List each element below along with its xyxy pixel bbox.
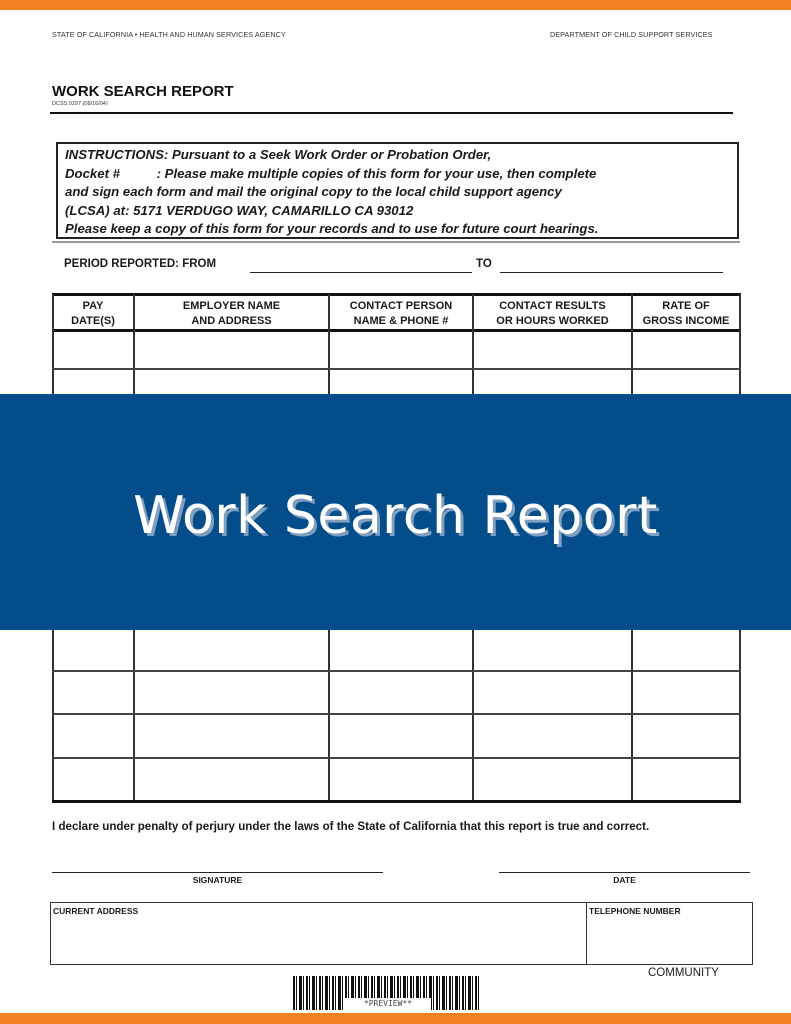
banner-title: Work Search Report xyxy=(133,486,658,546)
cell-contact-person[interactable] xyxy=(330,370,472,394)
cell-employer[interactable] xyxy=(135,370,328,394)
title-divider xyxy=(50,112,733,114)
barcode-icon xyxy=(293,976,481,1010)
cell-contact-person[interactable] xyxy=(330,715,472,757)
instructions-line: (LCSA) at: 5171 VERDUGO WAY, CAMARILLO CA 93012 xyxy=(65,202,414,218)
instructions-line: and sign each form and mail the original copy to the local child support agency xyxy=(65,184,562,200)
instructions-line: Please keep a copy of this form for your records and to use for future court hearings. xyxy=(65,221,599,237)
header-line: CONTACT RESULTS xyxy=(499,300,606,312)
cell-gross-income[interactable] xyxy=(633,715,739,757)
header-line: CONTACT PERSON xyxy=(349,300,453,312)
header-line: RATE OF xyxy=(662,300,710,312)
date-label: DATE xyxy=(613,875,636,885)
cell-contact-person[interactable] xyxy=(330,332,472,368)
period-to-field[interactable] xyxy=(500,272,723,273)
barcode-text: *PREVIEW** xyxy=(345,998,431,1010)
cell-gross-income[interactable] xyxy=(633,672,739,713)
form-title: WORK SEARCH REPORT xyxy=(52,83,234,100)
period-from-field[interactable] xyxy=(250,272,472,273)
agency-name: STATE OF CALIFORNIA • HEALTH AND HUMAN SERVICES AGENCY xyxy=(52,30,286,39)
instructions-line: INSTRUCTIONS: Pursuant to a Seek Work Order or Probation Order, xyxy=(65,147,492,162)
cell-gross-income[interactable] xyxy=(633,332,739,368)
column-header-gross-income xyxy=(632,299,740,329)
date-field[interactable] xyxy=(499,872,750,873)
cell-contact-results[interactable] xyxy=(474,715,631,757)
header-line: AND ADDRESS xyxy=(191,315,272,327)
current-address-field[interactable] xyxy=(50,902,587,965)
signature-label: SIGNATURE xyxy=(192,875,243,885)
title-banner xyxy=(0,394,791,630)
cell-employer[interactable] xyxy=(135,332,328,368)
instructions-line: Docket # : Please make multiple copies of this form for your use, then complete xyxy=(65,165,597,181)
cell-contact-results[interactable] xyxy=(474,759,631,800)
cell-contact-person[interactable] xyxy=(330,631,472,670)
cell-pay-dates[interactable] xyxy=(53,370,133,394)
cell-employer[interactable] xyxy=(135,715,328,757)
column-header-contact-person xyxy=(329,299,473,329)
community-label: COMMUNITY xyxy=(648,967,719,979)
cell-pay-dates[interactable] xyxy=(53,759,133,800)
header-line: EMPLOYER NAME xyxy=(182,300,281,312)
header-line: GROSS INCOME xyxy=(642,315,730,327)
header-line: PAY xyxy=(82,300,104,312)
cell-gross-income[interactable] xyxy=(633,370,739,394)
bottom-accent-bar xyxy=(0,1013,791,1024)
cell-employer[interactable] xyxy=(135,759,328,800)
cell-gross-income[interactable] xyxy=(633,631,739,670)
cell-contact-results[interactable] xyxy=(474,332,631,368)
header-line: OR HOURS WORKED xyxy=(496,315,609,327)
signature-field[interactable] xyxy=(52,872,383,873)
instructions-underline xyxy=(52,241,740,243)
cell-employer[interactable] xyxy=(135,672,328,713)
period-from-label: PERIOD REPORTED: FROM xyxy=(64,258,217,270)
current-address-label: CURRENT ADDRESS xyxy=(53,906,139,916)
cell-employer[interactable] xyxy=(135,631,328,670)
cell-contact-results[interactable] xyxy=(474,370,631,394)
cell-pay-dates[interactable] xyxy=(53,715,133,757)
header-line: DATE(S) xyxy=(71,315,115,327)
telephone-number-field[interactable] xyxy=(586,902,753,965)
column-header-contact-results xyxy=(473,299,632,329)
instructions-box xyxy=(56,142,739,239)
column-header-pay-dates xyxy=(52,299,134,329)
table-bottom-border xyxy=(52,800,741,803)
cell-contact-person[interactable] xyxy=(330,759,472,800)
header-line: NAME & PHONE # xyxy=(353,315,449,327)
cell-pay-dates[interactable] xyxy=(53,631,133,670)
perjury-declaration: I declare under penalty of perjury under the laws of the State of California that this report is true and correct. xyxy=(52,820,650,833)
form-code: DCSS 0297 (08/16/04) xyxy=(52,101,108,107)
table-top-border xyxy=(52,293,741,296)
department-name: DEPARTMENT OF CHILD SUPPORT SERVICES xyxy=(550,30,713,39)
cell-pay-dates[interactable] xyxy=(53,332,133,368)
cell-pay-dates[interactable] xyxy=(53,672,133,713)
period-to-label: TO xyxy=(476,258,492,270)
telephone-number-label: TELEPHONE NUMBER xyxy=(589,906,681,916)
cell-contact-results[interactable] xyxy=(474,631,631,670)
cell-gross-income[interactable] xyxy=(633,759,739,800)
column-header-employer xyxy=(134,299,329,329)
top-accent-bar xyxy=(0,0,791,10)
cell-contact-person[interactable] xyxy=(330,672,472,713)
cell-contact-results[interactable] xyxy=(474,672,631,713)
